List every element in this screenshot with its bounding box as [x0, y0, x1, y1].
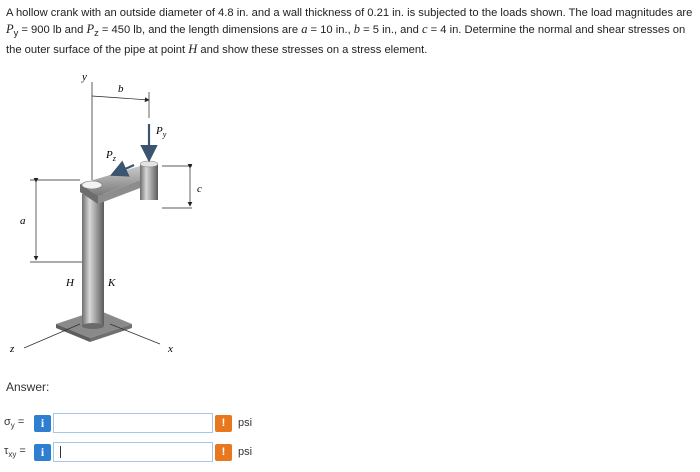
- answer-label: Answer:: [6, 380, 50, 394]
- info-icon[interactable]: i: [34, 415, 51, 432]
- tau-xy-unit: psi: [238, 446, 253, 458]
- z-axis-label: z: [10, 343, 15, 355]
- py-subscript: y: [13, 28, 19, 39]
- problem-text: = 450 lb, and the length dimensions are: [98, 24, 302, 36]
- problem-text: = 5 in., and: [360, 24, 422, 36]
- problem-text: and show these stresses on a stress element.: [197, 44, 428, 57]
- vertical-pipe: [82, 194, 104, 326]
- py-label: $P_y$: [156, 125, 167, 139]
- text-caret: [60, 446, 61, 458]
- point-h-label: H: [66, 277, 74, 289]
- dim-a-label: a: [20, 215, 26, 227]
- pz-subscript: z: [94, 28, 99, 39]
- dim-b-label: b: [118, 83, 124, 95]
- problem-text: = 900 lb and: [18, 24, 87, 36]
- sigma-y-label: $\sigma_y$ =: [4, 415, 25, 431]
- problem-statement: [6, 5, 694, 58]
- a-symbol: a: [301, 22, 308, 36]
- warning-icon: !: [215, 415, 232, 432]
- dim-c-label: c: [197, 183, 202, 195]
- sigma-y-unit: psi: [238, 417, 253, 429]
- b-symbol: b: [353, 22, 361, 36]
- problem-text: = 4 in. Determine the normal and shear stresses on the outer surface of the pipe at point: [6, 24, 686, 57]
- sigma-y-input[interactable]: [53, 413, 213, 433]
- c-symbol: c: [421, 22, 428, 36]
- problem-text: = 10 in.,: [307, 24, 354, 36]
- x-axis-label: x: [168, 343, 173, 355]
- upright-pin: [140, 161, 158, 200]
- y-axis-label: y: [82, 71, 87, 83]
- pz-label: $P_z$: [106, 149, 116, 163]
- crank-figure: [0, 62, 260, 362]
- tau-xy-input[interactable]: [53, 442, 213, 462]
- h-symbol: H: [188, 42, 198, 57]
- tau-xy-label: $\tau_{xy}$ =: [4, 444, 26, 460]
- problem-text: A hollow crank with an outside diameter of 4.8 in. and a wall thickness of 0.21 in. is subjected to the loads shown. The load magnitudes are: [6, 7, 693, 19]
- pz-symbol: P: [86, 22, 95, 36]
- z-axis-line: [24, 324, 80, 348]
- x-axis-line: [110, 324, 160, 344]
- info-icon[interactable]: i: [34, 444, 51, 461]
- py-symbol: P: [6, 22, 14, 36]
- tau-xy-row: [4, 442, 252, 462]
- sigma-y-row: [4, 413, 252, 433]
- dim-b-line: [92, 96, 149, 100]
- point-k-label: K: [108, 277, 116, 289]
- warning-icon: !: [215, 444, 232, 461]
